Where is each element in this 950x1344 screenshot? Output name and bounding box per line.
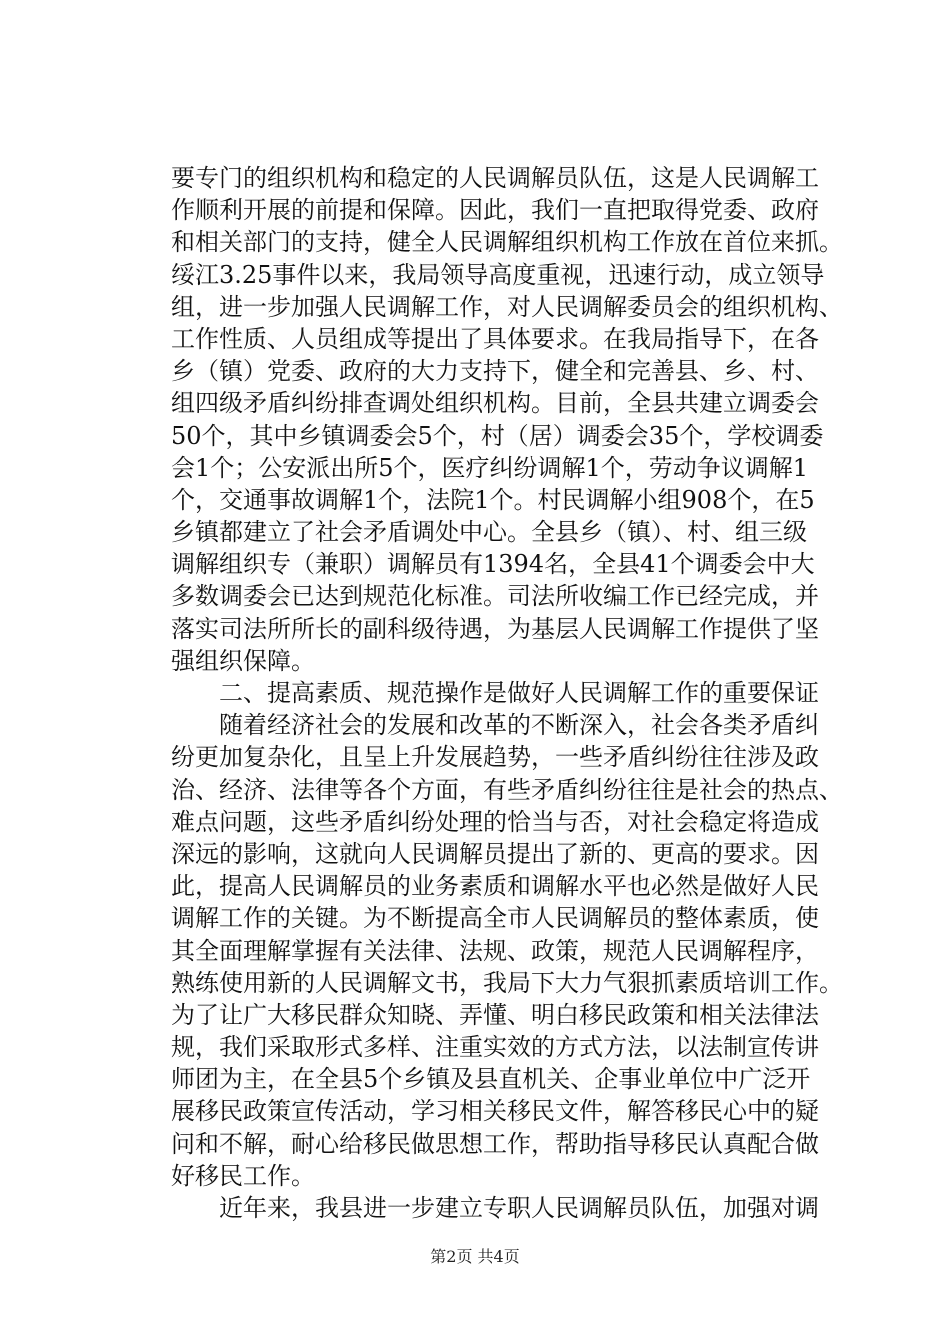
text-line: 组，进一步加强人民调解工作，对人民调解委员会的组织机构、 [171,292,843,321]
document-body [171,162,861,1224]
section-heading: 二、提高素质、规范操作是做好人民调解工作的重要保证 [171,679,819,707]
text-line: 深远的影响，这就向人民调解员提出了新的、更高的要求。因 [171,839,819,868]
text-line: 问和不解，耐心给移民做思想工作，帮助指导移民认真配合做 [171,1129,819,1158]
text-line: 调解组织专（兼职）调解员有1394名，全县41个调委会中大 [171,550,815,579]
text-line: 为了让广大移民群众知晓、弄懂、明白移民政策和相关法律法 [171,1000,819,1029]
page-number-footer: 第2页 共4页 [430,1247,520,1266]
text-line: 和相关部门的支持，健全人民调解组织机构工作放在首位来抓。 [171,228,843,257]
text-line: 50个，其中乡镇调委会5个，村（居）调委会35个，学校调委 [171,421,824,450]
text-line: 会1个；公安派出所5个，医疗纠纷调解1个，劳动争议调解1 [171,453,809,482]
text-line: 绥江3.25事件以来，我局领导高度重视，迅速行动，成立领导 [171,260,825,289]
text-line: 乡（镇）党委、政府的大力支持下，健全和完善县、乡、村、 [171,357,819,386]
text-line: 强组织保障。 [171,646,315,675]
text-line: 要专门的组织机构和稳定的人民调解员队伍，这是人民调解工 [171,164,819,192]
text-line: 好移民工作。 [171,1161,315,1190]
text-line: 随着经济社会的发展和改革的不断深入，社会各类矛盾纠 [171,711,819,740]
text-line: 工作性质、人员组成等提出了具体要求。在我局指导下，在各 [171,324,819,353]
text-line: 其全面理解掌握有关法律、法规、政策，规范人民调解程序， [171,936,819,965]
text-line: 作顺利开展的前提和保障。因此，我们一直把取得党委、政府 [171,196,819,225]
text-line: 师团为主，在全县5个乡镇及县直机关、企事业单位中广泛开 [171,1065,811,1094]
text-line: 纷更加复杂化，且呈上升发展趋势，一些矛盾纠纷往往涉及政 [171,743,819,772]
text-line: 此，提高人民调解员的业务素质和调解水平也必然是做好人民 [171,872,819,901]
text-line: 治、经济、法律等各个方面，有些矛盾纠纷往往是社会的热点、 [171,775,843,804]
text-line: 难点问题，这些矛盾纠纷处理的恰当与否，对社会稳定将造成 [171,807,819,836]
text-line: 多数调委会已达到规范化标准。司法所收编工作已经完成，并 [171,582,819,611]
text-line: 组四级矛盾纠纷排查调处组织机构。目前，全县共建立调委会 [171,389,819,418]
text-line: 个，交通事故调解1个，法院1个。村民调解小组908个，在5 [171,485,815,514]
text-line: 调解工作的关键。为不断提高全市人民调解员的整体素质，使 [171,904,819,933]
text-line: 近年来，我县进一步建立专职人民调解员队伍，加强对调 [171,1194,819,1222]
text-line: 熟练使用新的人民调解文书，我局下大力气狠抓素质培训工作。 [171,968,843,997]
text-line: 展移民政策宣传活动，学习相关移民文件，解答移民心中的疑 [171,1097,819,1126]
text-line: 落实司法所所长的副科级待遇，为基层人民调解工作提供了坚 [171,614,819,643]
text-line: 乡镇都建立了社会矛盾调处中心。全县乡（镇）、村、组三级 [171,518,807,547]
text-line: 规，我们采取形式多样、注重实效的方式方法，以法制宣传讲 [171,1033,819,1062]
